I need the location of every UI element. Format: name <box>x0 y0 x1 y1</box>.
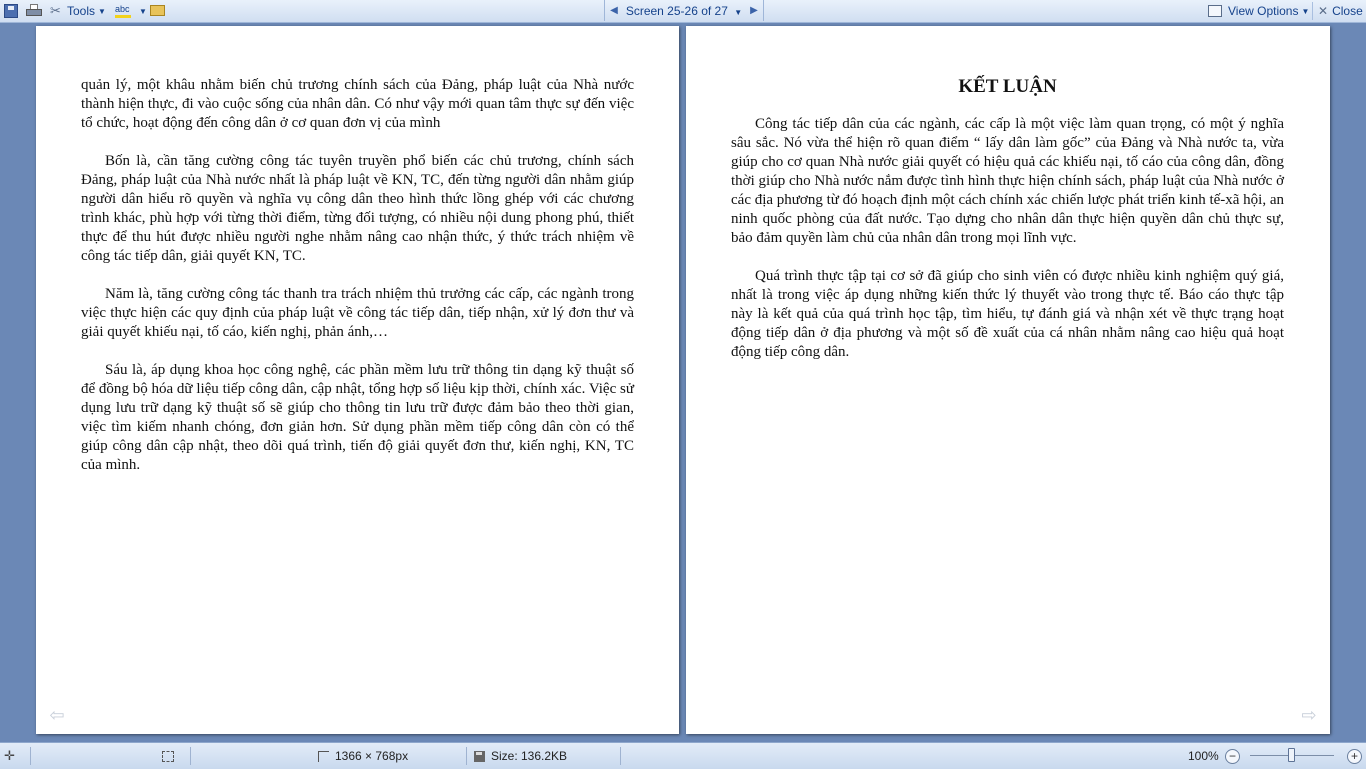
dimensions-readout <box>318 743 408 769</box>
close-button[interactable] <box>1318 2 1363 20</box>
left-page-content <box>81 76 634 494</box>
right-page <box>686 26 1330 734</box>
selection-icon <box>162 751 174 762</box>
zoom-out-icon: − <box>1225 749 1240 764</box>
save-icon[interactable] <box>4 4 18 18</box>
file-size-readout <box>474 743 567 769</box>
status-divider <box>466 747 467 765</box>
screen-indicator[interactable] <box>623 4 745 18</box>
chevron-down-icon: ▼ <box>1301 6 1310 16</box>
spelling-icon: abc <box>115 4 130 14</box>
screen-navigator <box>604 0 764 21</box>
paragraph: Sáu là, áp dụng khoa học công nghệ, các phần mềm lưu trữ thông tin dạng kỹ thuật số để đồng bộ hóa dữ liệu tiếp công dân, cập nhật, tổng hợp số liệu kịp thời, chính xác. Việc sử dụng lưu trữ dạng kỹ thuật số sẽ giúp cho thông tin lưu trữ được đảm bảo theo thời gian, việc tìm kiếm nhanh chóng, đơn giản hơn. Sử dụng phần mềm tiếp công dân còn có thể giúp công dân cập nhật, theo dõi quá trình, tiến độ giải quyết đơn thư, kiến nghị, KN, TC của mình. <box>81 362 634 473</box>
move-icon: ✛ <box>4 748 15 763</box>
paragraph: Bốn là, cần tăng cường công tác tuyên truyền phổ biến các chủ trương, chính sách Đảng, pháp luật của Nhà nước nhất là pháp luật về KN, TC, đến từng người dân nhằm giúp người dân hiểu rõ quyền và nghĩa vụ công dân theo hình thức lồng ghép với các chương trình khác, phù hợp với từng thời điểm, từng đối tượng, có nhiều nội dung phong phú, thiết thực để thu hút được nhiều người nghe nhằm nâng cao nhận thức, ý thức trách nhiệm về công tác tiếp dân, giải quyết KN, TC. <box>81 153 634 264</box>
left-page <box>36 26 679 734</box>
view-options-label: View Options <box>1228 4 1299 18</box>
screen-label: Screen 25-26 of 27 <box>625 3 728 18</box>
paragraph: Quá trình thực tập tại cơ sở đã giúp cho sinh viên có được nhiều kinh nghiệm quý giá, nhất là trong việc áp dụng những kiến thức lý thuyết vào trong thực tế. Báo cáo thực tập này là kết quả của quá trình học tập, tìm hiểu, tự đánh giá và nhận xét về thực trạng hoạt động tiếp dân ở địa phương và một số đề xuất của cá nhân nhằm nâng cao hiệu quả hoạt động tiếp công dân. <box>731 268 1284 360</box>
chevron-down-icon: ▼ <box>734 7 743 17</box>
close-icon: ✕ <box>1318 4 1329 18</box>
disk-icon <box>474 751 485 762</box>
tools-label: Tools <box>67 4 96 18</box>
previous-screen-button[interactable]: ◀ <box>610 5 618 16</box>
view-options-icon <box>1208 5 1222 17</box>
highlight-dropdown-button[interactable] <box>136 2 147 20</box>
status-divider <box>190 747 191 765</box>
dimensions-icon <box>318 751 329 762</box>
file-size-text: Size: 136.2KB <box>491 749 568 763</box>
zoom-in-icon: + <box>1347 749 1362 764</box>
highlight-color-icon <box>115 15 131 18</box>
paragraph: Công tác tiếp dân của các ngành, các cấp là một việc làm quan trọng, có một ý nghĩa sâu sắc. Nó vừa thể hiện rõ quan điểm “ lấy dân làm gốc” của Đảng và Nhà nước ta, vừa giúp cho cơ quan Nhà nước giải quyết có hiệu quả các khiếu nại, tố cáo của công dân, đồng thời giúp cho Nhà nước nắm được tình hình thực hiện chính sách, pháp luật của Nhà nước ở các địa phương từ đó hoạch định một cách chính xác chiến lược phát triển kinh tế-xã hội, an ninh quốc phòng của đất nước. Tạo dựng cho nhân dân thực hiện quyền dân chủ thực sự, bảo đảm quyền làm chủ của nhân dân trong mọi lĩnh vực. <box>731 116 1284 246</box>
toolbar-divider <box>1312 2 1313 20</box>
right-page-content <box>731 74 1284 381</box>
next-page-arrow-icon[interactable]: ⇨ <box>1301 705 1317 725</box>
zoom-out-button[interactable] <box>1225 743 1240 769</box>
status-divider <box>620 747 621 765</box>
folder-icon[interactable] <box>150 5 165 16</box>
status-divider <box>30 747 31 765</box>
section-heading: KẾT LUẬN <box>958 76 1057 97</box>
selection-tool[interactable] <box>162 743 180 769</box>
paragraph: quản lý, một khâu nhằm biến chủ trương chính sách của Đảng, pháp luật của Nhà nước thành hiện thực, đi vào cuộc sống của nhân dân. Có như vậy mới quan tâm thực sự đến việc tổ chức, hoạt động đến công dân ở cơ quan đơn vị của mình <box>81 77 634 131</box>
zoom-level-text: 100% <box>1188 749 1219 763</box>
close-label: Close <box>1332 4 1363 18</box>
highlight-button[interactable] <box>115 2 133 20</box>
zoom-slider-thumb[interactable] <box>1288 748 1295 762</box>
chevron-down-icon: ▼ <box>98 6 106 16</box>
print-icon[interactable] <box>26 4 42 18</box>
chevron-down-icon: ▼ <box>139 6 147 16</box>
move-tool[interactable] <box>4 743 15 769</box>
wrench-icon: ✂ <box>50 3 61 18</box>
previous-page-arrow-icon[interactable]: ⇦ <box>49 705 65 725</box>
status-bar <box>0 742 1366 769</box>
next-screen-button[interactable]: ▶ <box>750 5 758 16</box>
reading-toolbar <box>0 0 1366 23</box>
dimensions-text: 1366 × 768px <box>335 749 409 763</box>
paragraph: Năm là, tăng cường công tác thanh tra trách nhiệm thủ trưởng các cấp, các ngành trong việc thực hiện các quy định của pháp luật về công tác tiếp dân, tiếp nhận, xử lý đơn thư và giải quyết khiếu nại, tố cáo, kiến nghị, phản ánh,… <box>81 286 634 340</box>
zoom-level <box>1188 743 1219 769</box>
tools-menu-button[interactable] <box>50 2 106 20</box>
view-options-button[interactable] <box>1208 2 1309 20</box>
zoom-in-button[interactable] <box>1347 743 1362 769</box>
